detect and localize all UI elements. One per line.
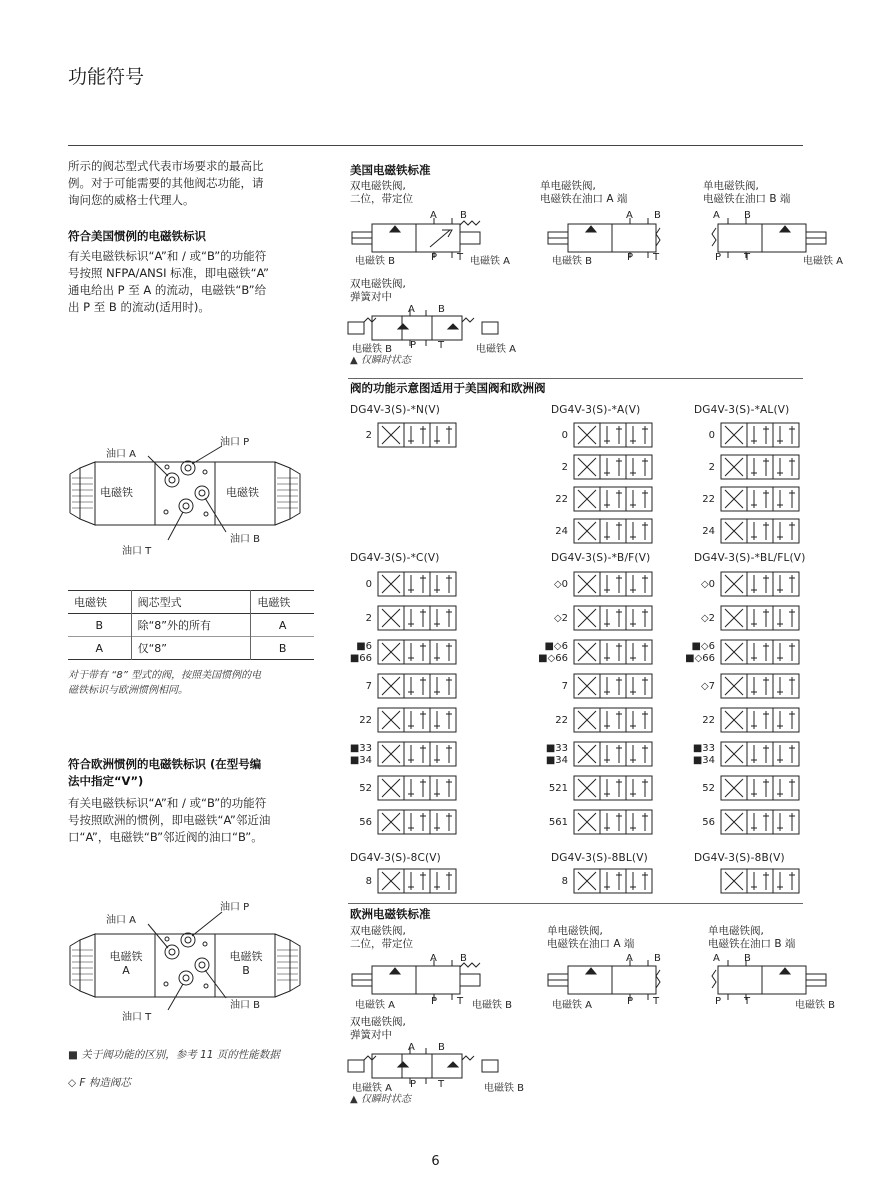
eu-line: 口“A”，电磁铁“B”邻近阀的油口“B”。 xyxy=(68,830,263,844)
d4-b: B xyxy=(438,304,445,315)
spool-number: 22 xyxy=(702,494,715,505)
spool-number: 56 xyxy=(702,817,715,828)
d2-sol-left: 电磁铁 B xyxy=(552,256,593,267)
group-code: DG4V-3(S)-*B/F(V) xyxy=(551,552,651,564)
table-header: 阀芯型式 xyxy=(131,591,251,614)
eu-standard-heading: 欧洲电磁铁标准 xyxy=(350,907,431,921)
eu-d1-b: B xyxy=(460,953,467,964)
caption-line: 二位，带定位 xyxy=(350,193,413,205)
us-line: 有关电磁铁标识“A”和 / 或“B”的功能符 xyxy=(68,249,267,263)
spool-number: 22 xyxy=(555,715,568,726)
eu-d3-t: T xyxy=(744,996,751,1007)
spool-number: ■66 xyxy=(349,653,372,664)
d1-sol-left: 电磁铁 B xyxy=(355,256,396,267)
d1-p: P xyxy=(431,252,438,263)
spool-number: 24 xyxy=(555,526,568,537)
eu-d2-p: P xyxy=(627,996,634,1007)
us-line: 出 P 至 B 的流动(适用时)。 xyxy=(68,300,210,314)
intro-line: 例。对于可能需要的其他阀芯功能，请 xyxy=(68,176,264,190)
group-code: DG4V-3(S)-*N(V) xyxy=(350,404,441,416)
spool-number: 8 xyxy=(561,876,568,887)
page-number: 6 xyxy=(431,1154,440,1169)
spool-number: ◇0 xyxy=(553,579,568,590)
spool-number: 52 xyxy=(359,783,372,794)
spool-number: 0 xyxy=(708,430,715,441)
eu-d4-t: T xyxy=(438,1079,445,1090)
d1-t: T xyxy=(457,252,464,263)
caption-line: 电磁铁在油口 B 端 xyxy=(708,938,796,950)
spool-number: 22 xyxy=(359,715,372,726)
spool-number: 0 xyxy=(365,579,372,590)
d4-a: A xyxy=(408,304,415,315)
function-heading: 阀的功能示意图适用于美国阀和欧洲阀 xyxy=(350,381,546,395)
spool-number: 22 xyxy=(555,494,568,505)
table-note-line: 对于带有 “8” 型式的阀，按照美国惯例的电 xyxy=(68,670,262,681)
spool-number: 2 xyxy=(365,430,372,441)
caption-line: 电磁铁在油口 B 端 xyxy=(703,193,791,205)
spool-number: ■6 xyxy=(356,641,372,652)
solenoid-b-line: B xyxy=(242,964,250,977)
eu-d1-a: A xyxy=(430,953,437,964)
spool-number: 52 xyxy=(702,783,715,794)
group-code: DG4V-3(S)-*AL(V) xyxy=(694,404,790,416)
d4-t: T xyxy=(438,340,445,351)
d3-t: T xyxy=(744,252,751,263)
table-cell: A xyxy=(95,641,104,655)
intro-line: 所示的阀芯型式代表市场要求的最高比 xyxy=(68,159,264,173)
caption-line: 弹簧对中 xyxy=(350,1029,392,1041)
eu-d1-t: T xyxy=(457,996,464,1007)
spool-number: 7 xyxy=(561,681,568,692)
table-cell: B xyxy=(95,618,104,632)
port-a-label: 油口 A xyxy=(106,915,137,926)
caption-line: 双电磁铁阀, xyxy=(350,925,406,937)
eu-d3-p: P xyxy=(715,996,722,1007)
spool-number: ■◇66 xyxy=(538,653,568,664)
eu-d3-a: A xyxy=(713,953,720,964)
group-code: DG4V-3(S)-8C(V) xyxy=(350,852,441,864)
caption-line: 双电磁铁阀, xyxy=(350,278,406,290)
spool-number: ■34 xyxy=(545,755,568,766)
group-code: DG4V-3(S)-8BL(V) xyxy=(551,852,648,864)
d1-sol-right: 电磁铁 A xyxy=(470,256,511,267)
spool-number: ■34 xyxy=(349,755,372,766)
spool-number: 0 xyxy=(561,430,568,441)
port-b-label: 油口 B xyxy=(230,534,261,545)
spool-number: ■33 xyxy=(349,743,372,754)
spool-number: ■33 xyxy=(692,743,715,754)
spool-number: ◇2 xyxy=(553,613,568,624)
solenoid-b-line: 电磁铁 xyxy=(229,950,263,963)
intro-line: 询问您的威格士代理人。 xyxy=(68,193,195,207)
d2-a: A xyxy=(626,210,633,221)
caption-line: 弹簧对中 xyxy=(350,291,392,303)
spool-number: ■34 xyxy=(692,755,715,766)
d2-b: B xyxy=(654,210,661,221)
spool-number: ◇0 xyxy=(700,579,715,590)
eu-d2-t: T xyxy=(653,996,660,1007)
d2-t: T xyxy=(653,252,660,263)
d3-sol-right: 电磁铁 A xyxy=(803,256,844,267)
instant-note-eu: ▲ 仅瞬时状态 xyxy=(350,1094,411,1105)
eu-d4-a: A xyxy=(408,1042,415,1053)
table-header: 电磁铁 xyxy=(251,591,314,614)
instant-note-us: ▲ 仅瞬时状态 xyxy=(350,355,411,366)
spool-number: 561 xyxy=(548,817,568,828)
table-cell: 仅“8” xyxy=(131,637,251,660)
eu-d2-sol-left: 电磁铁 A xyxy=(552,1000,593,1011)
eu-heading-line: 符合欧洲惯例的电磁铁标识 (在型号编 xyxy=(68,757,262,771)
d3-p: P xyxy=(715,252,722,263)
caption-line: 单电磁铁阀, xyxy=(547,925,603,937)
port-b-label: 油口 B xyxy=(230,1000,261,1011)
port-p-label: 油口 P xyxy=(220,437,250,448)
spool-number: 8 xyxy=(365,876,372,887)
caption-line: 二位，带定位 xyxy=(350,938,413,950)
caption-line: 电磁铁在油口 A 端 xyxy=(547,938,635,950)
port-p-label: 油口 P xyxy=(220,902,250,913)
table-cell: B xyxy=(251,637,314,660)
spool-number: 22 xyxy=(702,715,715,726)
d1-a: A xyxy=(430,210,437,221)
group-code: DG4V-3(S)-*A(V) xyxy=(551,404,641,416)
port-a-label: 油口 A xyxy=(106,449,137,460)
spool-number: ■◇6 xyxy=(544,641,568,652)
us-convention-heading: 符合美国惯例的电磁铁标识 xyxy=(68,229,206,243)
spool-number: ◇7 xyxy=(700,681,715,692)
spool-number: 24 xyxy=(702,526,715,537)
us-line: 号按照 NFPA/ANSI 标准，即电磁铁“A” xyxy=(68,266,269,280)
eu-d3-b: B xyxy=(744,953,751,964)
table-note-line: 磁铁标识与欧洲惯例相同。 xyxy=(68,685,188,696)
spool-number: ◇2 xyxy=(700,613,715,624)
eu-d1-sol-right: 电磁铁 B xyxy=(472,1000,513,1011)
solenoid-a-line: A xyxy=(122,964,130,977)
solenoid-left-label: 电磁铁 xyxy=(100,486,133,499)
group-code: DG4V-3(S)-*C(V) xyxy=(350,552,440,564)
page-title: 功能符号 xyxy=(68,66,145,88)
spool-number: ■33 xyxy=(545,743,568,754)
spool-number: ■◇66 xyxy=(685,653,715,664)
d3-b: B xyxy=(744,210,751,221)
spool-number: 2 xyxy=(365,613,372,624)
spool-number: 7 xyxy=(365,681,372,692)
us-standard-heading: 美国电磁铁标准 xyxy=(350,163,431,177)
d3-a: A xyxy=(713,210,720,221)
eu-d2-a: A xyxy=(626,953,633,964)
d4-p: P xyxy=(410,340,417,351)
d4-sol-left: 电磁铁 B xyxy=(352,344,393,355)
eu-d4-sol-right: 电磁铁 B xyxy=(484,1083,525,1094)
port-t-label: 油口 T xyxy=(122,1012,152,1023)
group-code: DG4V-3(S)-*BL/FL(V) xyxy=(694,552,806,564)
eu-d1-p: P xyxy=(431,996,438,1007)
eu-d3-sol-right: 电磁铁 B xyxy=(795,1000,836,1011)
solenoid-right-label: 电磁铁 xyxy=(226,486,259,499)
caption-line: 单电磁铁阀, xyxy=(708,925,764,937)
spool-number: 2 xyxy=(708,462,715,473)
eu-heading-line: 法中指定“V”) xyxy=(68,774,144,788)
caption-line: 双电磁铁阀, xyxy=(350,1016,406,1028)
caption-line: 电磁铁在油口 A 端 xyxy=(540,193,628,205)
us-line: 通电给出 P 至 A 的流动，电磁铁“B”给 xyxy=(68,283,267,297)
footnote-performance: ■ 关于阀功能的区别，参考 11 页的性能数据 xyxy=(68,1049,280,1061)
caption-line: 单电磁铁阀, xyxy=(703,180,759,192)
d1-b: B xyxy=(460,210,467,221)
eu-d4-p: P xyxy=(410,1079,417,1090)
spool-number: ■◇6 xyxy=(691,641,715,652)
caption-line: 双电磁铁阀, xyxy=(350,180,406,192)
group-code: DG4V-3(S)-8B(V) xyxy=(694,852,785,864)
table-cell: A xyxy=(251,614,314,637)
eu-d4-sol-left: 电磁铁 A xyxy=(352,1083,393,1094)
table-cell: 除“8”外的所有 xyxy=(131,614,251,637)
footnote-f-spool: ◇ F 构造阀芯 xyxy=(68,1077,131,1089)
eu-d2-b: B xyxy=(654,953,661,964)
spool-number: 56 xyxy=(359,817,372,828)
eu-d4-b: B xyxy=(438,1042,445,1053)
caption-line: 单电磁铁阀, xyxy=(540,180,596,192)
solenoid-a-line: 电磁铁 xyxy=(109,950,143,963)
port-t-label: 油口 T xyxy=(122,546,152,557)
table-header: 电磁铁 xyxy=(74,596,107,609)
d4-sol-right: 电磁铁 A xyxy=(476,344,517,355)
spool-number: 2 xyxy=(561,462,568,473)
d2-p: P xyxy=(627,252,634,263)
eu-line: 有关电磁铁标识“A”和 / 或“B”的功能符 xyxy=(68,796,267,810)
spool-number: 521 xyxy=(548,783,568,794)
eu-d1-sol-left: 电磁铁 A xyxy=(355,1000,396,1011)
eu-line: 号按照欧洲的惯例，即电磁铁“A”邻近油 xyxy=(68,813,271,827)
